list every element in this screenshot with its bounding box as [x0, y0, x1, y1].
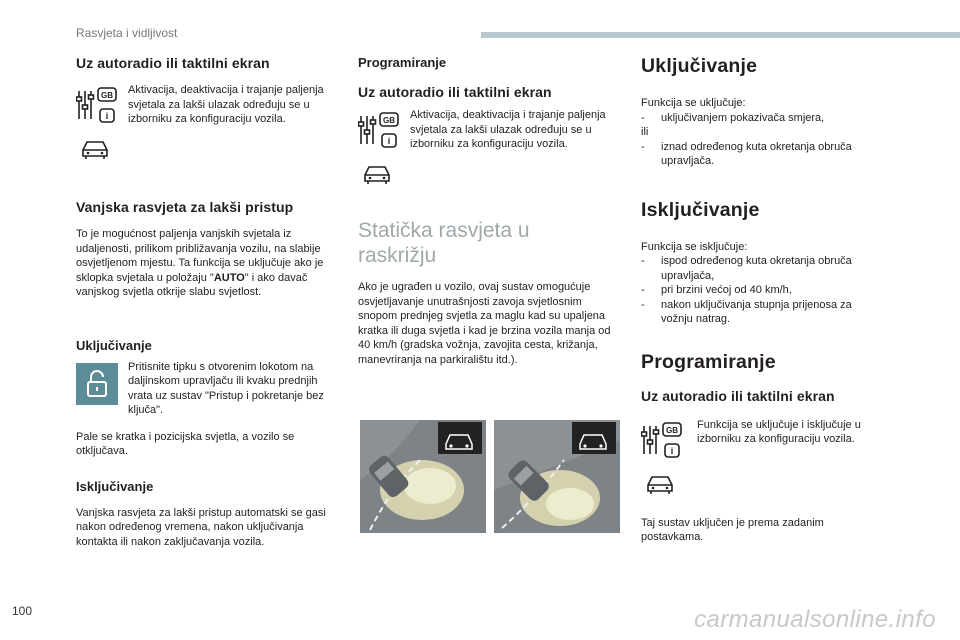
unlock-icon [76, 363, 118, 405]
menu-description-2: Aktivacija, deaktivacija i trajanje paljenja svjetala za lakši ulazak određuju se u izborniku za konfiguraciju vozila. [410, 109, 606, 150]
deactivation-paragraph: Vanjska rasvjeta za lakši pristup automatski se gasi nakon određenog vremena, nakon uključivanja kontakta ili nakon zaključavanja vozila. [76, 506, 326, 548]
heading-autoradio: Uz autoradio ili taktilni ekran [76, 55, 270, 71]
icon-block-menu-3 [641, 420, 886, 500]
settings-sliders-icon [358, 110, 400, 150]
list-item: - pri brzini većoj od 40 km/h, [641, 284, 792, 296]
heading-autoradio-3: Uz autoradio ili taktilni ekran [641, 387, 835, 404]
settings-sliders-icon [76, 85, 118, 125]
column-middle [358, 55, 620, 367]
static-lighting-paragraph: Ako je ugrađen u vozilo, ovaj sustav omogućuje osvjetljavanje unutrašnjosti zavoja svjetlosnim snopom prednjeg svjetla za maglu kad su upaljena kratka ili duga svjetla i kad je brzina vozila manja od 40 km/h (gradska vožnja, zavojita cesta, križanja, manevriranja na parkiralištu itd.). [358, 281, 611, 366]
or-text: ili [641, 126, 649, 138]
car-icon [362, 163, 392, 185]
list-item: - iznad određenog kuta okretanja obruča upravljača. [641, 140, 852, 167]
svg-text:i: i [670, 445, 674, 456]
heading-activation-right: Uključivanje [641, 55, 758, 77]
deactivation-list [641, 254, 886, 327]
icon-block-menu [76, 85, 328, 165]
icon-block-lock [76, 360, 328, 418]
list-item: - nakon uključivanja stupnja prijenosa za vožnju natrag. [641, 298, 852, 325]
car-icon [80, 138, 110, 160]
header-title: Rasvjeta i vidljivost [76, 26, 178, 40]
watermark: carmanualsonline.info [694, 606, 936, 633]
heading-deactivation-right: Isključivanje [641, 198, 760, 221]
heading-deactivation: Isključivanje [76, 478, 154, 494]
activation-list-1 [641, 111, 886, 126]
header-bar [481, 32, 960, 38]
heading-autoradio-2: Uz autoradio ili taktilni ekran [358, 84, 552, 100]
heading-activation: Uključivanje [76, 337, 152, 353]
heading-programming-right: Programiranje [641, 350, 776, 373]
svg-text:i: i [387, 136, 391, 146]
page-number: 100 [12, 604, 33, 618]
car-icon [645, 473, 675, 495]
svg-text:GB: GB [383, 116, 395, 125]
lock-description: Pritisnite tipku s otvorenim lokotom na daljinskom upravljaču ili kvaku prednjih vrata uz sustav "Pristup i pokretanje bez ključa". [128, 360, 324, 416]
svg-text:GB: GB [666, 425, 678, 435]
settings-sliders-icon [641, 420, 683, 460]
heading-programming: Programiranje [358, 55, 447, 70]
menu-description-3: Funkcija se uključuje i isključuje u izborniku za konfiguraciju vozila. [697, 418, 861, 445]
svg-text:GB: GB [101, 91, 113, 100]
list-item: - ispod određenog kuta okretanja obruča upravljača, [641, 255, 852, 282]
column-right [641, 55, 886, 545]
cornering-light-illustration-right [494, 420, 620, 533]
activation-list-2 [641, 140, 886, 169]
list-item: - uključivanjem pokazivača smjera, [641, 111, 825, 124]
activation-intro: Funkcija se uključuje: [641, 97, 746, 109]
column-left [76, 55, 328, 549]
default-setting-paragraph: Taj sustav uključen je prema zadanim postavkama. [641, 516, 824, 543]
menu-description: Aktivacija, deaktivacija i trajanje paljenja svjetala za lakši ulazak određuju se u izborniku za konfiguraciju vozila. [128, 84, 324, 125]
svg-text:i: i [105, 111, 109, 121]
activation-paragraph: Pale se kratka i pozicijska svjetla, a vozilo se otključava. [76, 430, 295, 457]
exterior-lighting-paragraph: To je mogućnost paljenja vanjskih svjetala iz udaljenosti, prilikom približavanja vozilu, na slabije osvjetljenom mjestu. Ta funkcija se uključuje ako je sklopka svjetala u položaju "AUTO" i ako davač vanjskog svjetla otkrije slabu svjetlost. [76, 228, 324, 298]
heading-static-lighting: Statička rasvjeta u raskrižju [358, 219, 530, 267]
cornering-light-illustration-left [360, 420, 486, 533]
icon-block-menu-2 [358, 110, 620, 190]
heading-exterior-lighting: Vanjska rasvjeta za lakši pristup [76, 199, 294, 215]
deactivation-intro: Funkcija se isključuje: [641, 240, 748, 253]
